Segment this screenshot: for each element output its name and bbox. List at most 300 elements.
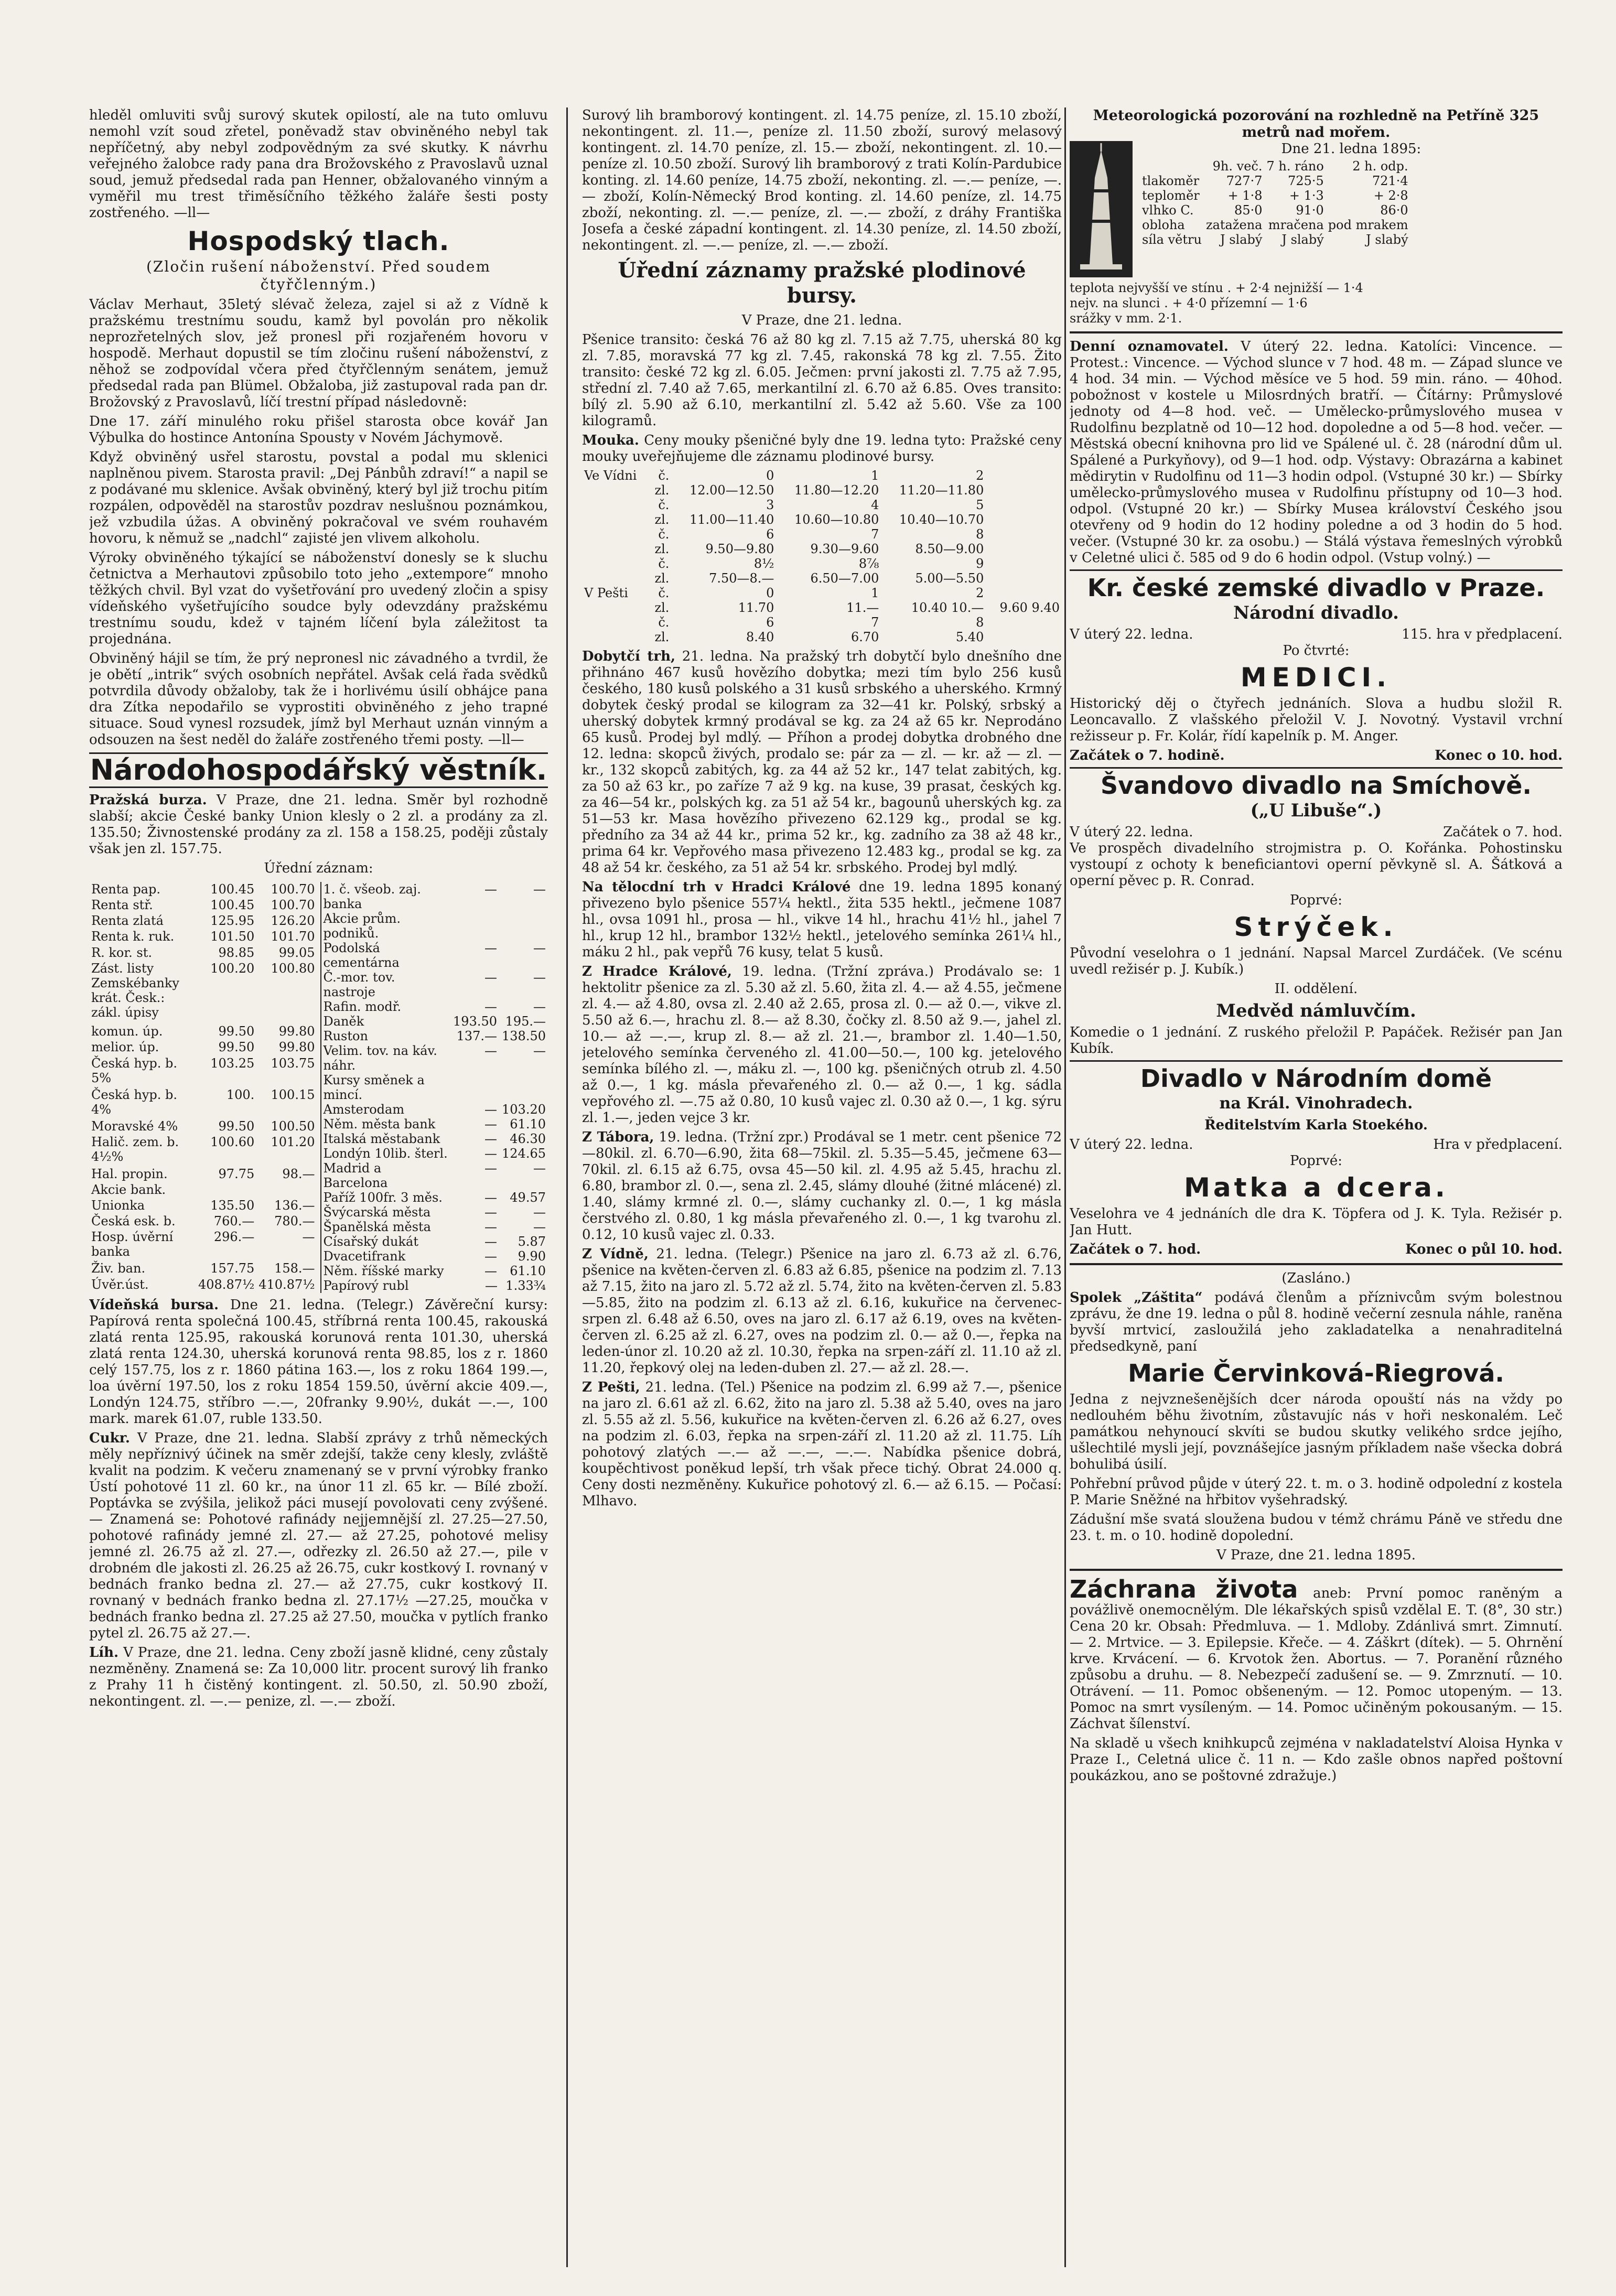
zachrana-title: Záchrana života (1070, 1575, 1298, 1603)
mouka-row-cell: č. (658, 615, 670, 630)
mouka-row-cell (582, 615, 649, 630)
meteo-row-cell: J slabý (1366, 232, 1408, 247)
exchange-row-cell: Španělská města (323, 1220, 431, 1234)
viden-paragraph (582, 1246, 1062, 1376)
meteo-row (1140, 218, 1410, 232)
exchange-row-cell: — (484, 1205, 498, 1220)
exchange-row (89, 1230, 317, 1261)
cukr-lead: Cukr. (89, 1430, 130, 1446)
vin-date: V úterý 22. ledna. (1070, 1137, 1193, 1152)
mouka-row-cell: 9.30—9.60 (810, 542, 879, 556)
mouka-row-cell: 2 (976, 586, 984, 600)
videnska-paragraph (89, 1297, 548, 1427)
mouka-row-cell: 10.40—10.70 (899, 512, 984, 527)
exchange-row-cell: 99.50 (218, 1119, 255, 1134)
exchange-row (89, 1182, 317, 1198)
meteo-row-cell: síla větru (1142, 232, 1202, 247)
petrin-tower-icon (1070, 141, 1133, 277)
exchange-row-cell: Česká esk. b. (91, 1214, 176, 1229)
meteo-row-cell: 725·5 (1288, 174, 1324, 188)
exchange-tables (89, 880, 548, 1297)
spolek-text: podává členům a příznivcům svým bolestnou zprávu, že dne 19. ledna o půl 8. hodině večerní zesnula náhle, raněna byvší mrtvicí, zasloužilá jeho zakladatelka a nenahraditelná předsedkyně, paní (1070, 1290, 1563, 1354)
mouka-row-cell: 7 (871, 527, 879, 542)
sv-date-row (1070, 824, 1563, 840)
column-left (89, 107, 548, 2267)
pest-lead: Z Pešti, (582, 1379, 640, 1395)
vin-title: Divadlo v Národním domě (1070, 1060, 1563, 1092)
exchange-row-cell (451, 1073, 500, 1102)
exchange-row-cell: Švýcarská města (323, 1205, 431, 1220)
exchange-row-cell: 100.50 (271, 1119, 315, 1134)
nd-time: Začátek o 7. hodině. (1070, 748, 1225, 763)
exchange-row-cell: 126.20 (271, 913, 315, 929)
meteo-table (1140, 159, 1410, 247)
spolek-text4: Zádušní mše svatá sloužena budou v témž chrámu Páně ve středu dne 23. t. m. o 10. hodině dopolední. (1070, 1512, 1563, 1544)
mouka-row-cell: 8.50—9.00 (915, 542, 984, 556)
exchange-row-cell: 410.87½ (258, 1277, 315, 1292)
column-rule (566, 107, 568, 2267)
exchange-row-cell (196, 1182, 256, 1198)
vin-start: Poprvé: (1289, 1153, 1342, 1169)
exchange-row (321, 1014, 548, 1029)
exchange-row-cell: 296.— (213, 1230, 255, 1245)
column-middle (582, 107, 1062, 2267)
mouka-row-cell (582, 483, 649, 498)
exchange-row-cell: Papírový rubl (323, 1278, 409, 1293)
exchange-row-cell: Něm. města bank (323, 1117, 436, 1131)
exchange-row-cell: 98.— (282, 1166, 315, 1181)
mouka-row (582, 527, 1062, 542)
article-intro: hleděl omluviti svůj surový skutek opilostí, ale na tuto omluvu nemohl vzít soud zřetel, poněvadž stav obviněného nebyl tak nepříčetný, aby nebyl zodpovědným za své skutky. K návrhu veřejného žalobce rady pana dra Brožovského z Pravoslavů uznal soud, jemuž předsedal rada pan Henner, obžalovaného vinným a vyměřil mu trest třiměsíčního těžkého žaláře šesti posty zostřeného. —ll— (89, 107, 548, 221)
exchange-row-cell: — (484, 1220, 498, 1234)
mouka-paragraph (582, 433, 1062, 465)
exchange-row-cell: — (533, 1043, 546, 1058)
mouka-row (582, 571, 1062, 586)
exchange-row-cell: 135.50 (210, 1198, 255, 1213)
exchange-row-cell: Hal. propin. (91, 1166, 168, 1181)
mouka-row-cell (582, 630, 649, 644)
exchange-row-cell: — (484, 1117, 498, 1131)
mouka-row-cell: 6 (766, 527, 774, 542)
exchange-row-cell: — (484, 1102, 498, 1117)
exchange-row-cell: 760.— (213, 1214, 255, 1229)
meteo-cell: 2 h. odp. (1352, 159, 1408, 174)
exchange-row (89, 1277, 317, 1293)
meteo-extra-line: srážky v mm. 2·1. (1070, 311, 1182, 326)
exchange-row (89, 1135, 317, 1166)
mouka-row-cell: 10.60—10.80 (794, 512, 879, 527)
exchange-row (89, 913, 317, 929)
exchange-row-cell: Česká hyp. b. 4% (91, 1087, 177, 1117)
sv-play: Strýček. (1234, 912, 1398, 942)
nd-start: Po čtvrté: (1283, 643, 1350, 659)
divider (1070, 1569, 1563, 1571)
meteo-row-cell: + 1·8 (1227, 188, 1263, 203)
exchange-row (89, 882, 317, 898)
exchange-row-cell: 101.70 (271, 929, 315, 944)
exchange-row-cell: 124.65 (502, 1146, 546, 1161)
exchange-row-cell: 103.75 (271, 1055, 315, 1071)
exchange-row-cell: — (484, 882, 498, 897)
exchange-row-cell: Moravské 4% (91, 1119, 178, 1134)
meteo-header (1140, 159, 1410, 174)
column-right (1070, 107, 1563, 2267)
lih-lead: Líh. (89, 1645, 119, 1661)
pest-paragraph (582, 1379, 1062, 1510)
viden-text: 21. ledna. (Telegr.) Pšenice na jaro zl. 6.73 až zl. 6.76, pšenice na květen-červen zl. 6.83 až 6.85, pšenice na podzim zl. 7.13 až 7.15, žito na jaro zl. 5.72 až zl. 5.74, žito na květen-červen zl. 5.83—5.85, žito na podzim zl. 6.13 až zl. 6.16, kukuřice na červenec-srpen zl. 6.48 až 6.50, oves na jaro zl. 6.17 až 6.19, oves na květen-červen zl. 6.25 až zl. 6.27, oves na podzim zl. 0.— až 0.—, řepka na leden-únor zl. 10.20 až zl. 10.30, řepka na srpen-září zl. 11.10 až zl. 11.20, řepkový olej na leden-duben zl. 27.— až zl. 28.—. (582, 1246, 1062, 1376)
exchange-row-cell: Hosp. úvěrní banka (91, 1230, 174, 1259)
exchange-row-cell: melior. úp. (91, 1040, 159, 1055)
exchange-row-cell: 195.— (505, 1014, 546, 1029)
mouka-row-cell: 8 (976, 527, 984, 542)
exchange-row-cell: Akcie bank. (91, 1182, 166, 1197)
lih-paragraph (89, 1645, 548, 1710)
plodinova-title: Úřední záznamy pražské plodinové bursy. (618, 258, 1026, 308)
mouka-row-cell: 10.40 10.— (911, 600, 984, 615)
exchange-row (321, 1234, 548, 1249)
mouka-row-cell: zl. (654, 571, 670, 586)
mouka-row-cell (582, 556, 649, 571)
exchange-row (321, 882, 548, 911)
exchange-row-cell: 1. č. všeob. zaj. banka (323, 882, 421, 911)
meteo-row-cell: tlakoměr (1142, 174, 1200, 188)
exchange-row (321, 1220, 548, 1234)
dobytci-text: 21. ledna. Na pražský trh dobytčí bylo dnešního dne přihnáno 467 kusů hovězího dobytka; mezi tím bylo 256 kusů českého, 180 kusů polského a 31 kusů srbského a uherského. Krmný dobytek český prodal se kilogram za 32—41 kr. Polský, srbský a uherský dobytek krmný prodával se kg. za 24 až 65 kr. Neprodáno 65 kusů. Prodej byl mdlý. — Příhon a prodej dobytka drobného dne 12. ledna: skopců živých, prodalo se: pár za — zl. — kr. až — zl. — kr., 132 skopců zabitých, kg. za 44 až 52 kr., 147 telat zabitých, kg. za 50 až 63 kr., po zaříze 7 až 9 kg. na kuse, 39 prasat, českých kg. za 46—54 kr., polských kg. za 51 až 54 kr., bagounů uherských kg. za 51—53 kr. Masa hovězího přivezeno 62.129 kg., prodal se kg. předního za 34 až 44 kr., prima 52 kr., kg. zadního za 38 až 48 kr., prima 64 kr. Vepřového masa přivezeno 12.483 kg., prodal se kg. za 48 až 54 kr. českého, za 51 až 54 kr. srbského. Prodej byl mdlý. (582, 649, 1062, 876)
sv-time: Začátek o 7. hod. (1443, 824, 1563, 840)
hradec2-paragraph (582, 964, 1062, 1126)
article-paragraph: Václav Merhaut, 35letý slévač železa, zajel si až z Vídně k pražskému trestnímu soudu, kamž byl povolán pro několik neprozřetelných slov, jež pronesl při rozjařeném hovoru v hospodě. Merhaut dopustil se tím zločinu rušení náboženství, z něhož se zodpovídal včera před čtyřčlenným senátem, jemuž předsedal rada pan Blümel. Obžaloba, již zastupoval rada pan dr. Brožovský z Pravoslavů, líčí trestní případ následovně: (89, 297, 548, 410)
mouka-row-cell: 5 (976, 498, 984, 512)
exchange-row-cell: — (533, 882, 546, 897)
mouka-row-cell: 8½ (753, 556, 774, 571)
exchange-row-cell: Něm. říšské marky (323, 1264, 444, 1278)
mouka-row-cell: 9.50—9.80 (705, 542, 774, 556)
exchange-row (321, 1102, 548, 1117)
sv-text: Ve prospěch divadelního strojmistra p. O. Kořánka. Pohostinsku vystoupí z ochoty k beneficiantovi operní pěvkyně sl. A. Šátková a operní pěvec p. R. Conrad. (1070, 840, 1563, 889)
exchange-row-cell: — (533, 1220, 546, 1234)
mouka-row-cell: zl. (654, 512, 670, 527)
exchange-row-cell: Ruston (323, 1029, 368, 1043)
mouka-row-cell (582, 512, 649, 527)
article-paragraph: Obviněný hájil se tím, že prý nepronesl nic závadného a tvrdil, že je obětí „intrik“ svých osobních nepřátel. Avšak celá řada svědků potvrdila důvody obžaloby, tak že i horlivému úsilí obhájce pana dra Zítka nepodařilo se vyprostiti obviněného z jeho trapné situace. Soud vynesl rozsudek, jímž byl Merhaut uznán vinným a odsouzen na šest neděl do žaláře zostřeného třemi posty. —ll— (89, 651, 548, 748)
exchange-row-cell: Renta stř. (91, 898, 153, 913)
mouka-row (582, 498, 1062, 512)
exchange-row-cell: Akcie prům. podniků. (323, 911, 401, 941)
exchange-row (321, 1131, 548, 1146)
exchange-row-cell: 100.45 (210, 882, 255, 897)
article-title: Hospodský tlach. (187, 226, 450, 256)
meteo-row-cell: 86·0 (1380, 203, 1408, 218)
exchange-row-cell: — (533, 941, 546, 955)
exchange-row (321, 911, 548, 941)
denni-lead: Denní oznamovatel. (1070, 339, 1229, 354)
zachrana-paragraph (1070, 1576, 1563, 1732)
lih-continued: Surový lih bramborový kontingent. zl. 14.75 peníze, zl. 15.10 zboží, nekontingent. zl. 11.—, peníze zl. 11.50 zboží, surový melasový kontingent. zl. 14.70 peníze, zl. 15.— zboží, nekontingent. zl. 10.— peníze zl. 10.50 zboží. Surový lih bramborový z trati Kolín-Pardubice konting. zl. 14.60 peníze, 14.75 zboží, nekonting. zl. —.— peníze, —.— zboží, Kolín-Německý Brod konting. zl. 14.60 peníze, zl. 14.75 zboží, nekonting. zl. —.— peníze, zl. —.— zboží, z dráhy Františka Josefa a české západní kontingent. zl. 14.30 peníze, zl. 14.50 zboží, nekontingent. zl. —.— peníze, zl. —.— zboží. (582, 107, 1062, 253)
meteo-row (1140, 188, 1410, 203)
mouka-row-cell: 8 (976, 615, 984, 630)
mouka-row-cell (582, 527, 649, 542)
meteo-extra (1070, 281, 1563, 326)
petrin-tower-icon (1070, 141, 1133, 277)
pest-text: 21. ledna. (Tel.) Pšenice na podzim zl. 6.99 až 7.—, pšenice na jaro zl. 6.61 až zl. 6.62, žito na jaro zl. 5.38 až 5.40, oves na jaro zl. 5.55 až zl. 5.56, kukuřice na květen-červen zl. 6.26 až 6.27, oves na podzim zl. 6.03, řepka na srpen-září zl. 11.20 až zl. 11.75. Líh pohotový zlatých —.— až —.—, —.—. Nabídka pšenice dobrá, koupěchtivost poněkud lepší, trh však přece tichý. Obrat 24.000 q. Ceny dosti nezměněny. Kukuřice pohotový zl. 6.— až 6.15. — Počasí: Mlhavo. (582, 1379, 1062, 1509)
exchange-row (321, 1249, 548, 1264)
exchange-table-left (89, 882, 317, 1293)
exchange-row (89, 898, 317, 913)
meteo-extra-line: nejv. na slunci . + 4·0 přízemní — 1·6 (1070, 296, 1308, 310)
exchange-row-cell: — (533, 970, 546, 985)
meteo-row-cell: + 1·3 (1289, 188, 1324, 203)
meteo-row-cell: obloha (1142, 218, 1185, 232)
exchange-row (89, 1198, 317, 1214)
exchange-row-cell: Živ. ban. (91, 1261, 146, 1276)
exchange-row-cell (500, 1073, 548, 1102)
exchange-row-cell: — (533, 1161, 546, 1176)
zaznam-title: Úřední záznam: (264, 860, 373, 876)
hradec-paragraph (582, 879, 1062, 961)
exchange-row-cell: — (484, 1234, 498, 1249)
mouka-row-cell: č. (658, 498, 670, 512)
exchange-row-cell (256, 1182, 317, 1198)
denni-paragraph (1070, 339, 1563, 566)
exchange-row-cell: Č.-mor. tov. nastroje (323, 970, 395, 999)
mouka-row-cell: zl. (654, 600, 670, 615)
exchange-row-cell: 158.— (274, 1261, 315, 1276)
column-rule (1064, 107, 1066, 2267)
exchange-row-cell: Císařský dukát (323, 1234, 418, 1249)
exchange-row-cell: 99.80 (278, 1024, 315, 1039)
sv-desc: Původní veselohra o 1 jednání. Napsal Marcel Zurdáček. (Ve scénu uvedl režisér p. J. Kubík.) (1070, 945, 1563, 977)
deceased-name: Marie Červinková-Riegrová. (1128, 1359, 1504, 1387)
exchange-row-cell: 100.70 (271, 898, 315, 913)
meteo-row (1140, 203, 1410, 218)
burza-paragraph (89, 792, 548, 857)
sv-title: Švandovo divadlo na Smíchově. (1070, 767, 1563, 799)
exchange-row-cell: — (484, 1190, 498, 1205)
zaslano: (Zasláno.) (1281, 1270, 1351, 1286)
exchange-row-cell: 5.87 (518, 1234, 546, 1249)
meteo-row-cell: mračena (1268, 218, 1324, 232)
mouka-row-cell: 6.50—7.00 (810, 571, 879, 586)
exchange-row-cell: Velim. tov. na káv. náhr. (323, 1043, 437, 1073)
meteo-row-cell: J slabý (1220, 232, 1263, 247)
exchange-row (321, 1190, 548, 1205)
nd-title: Kr. české zemské divadlo v Praze. (1070, 569, 1563, 601)
exchange-row-cell: 100.20 (210, 961, 255, 976)
divider (1070, 1263, 1563, 1265)
mouka-row-cell: zl. (654, 483, 670, 498)
spolek-date: V Praze, dne 21. ledna 1895. (1216, 1547, 1416, 1563)
vin-desc: Veselohra ve 4 jednáních dle dra K. Töpfera od J. K. Tyla. Režisér p. Jan Hutt. (1070, 1206, 1563, 1238)
mouka-row-cell: 4 (871, 498, 879, 512)
tabor-paragraph (582, 1129, 1062, 1243)
meteo-row (1140, 174, 1410, 188)
exchange-row (321, 1205, 548, 1220)
exchange-row-cell (451, 911, 500, 941)
mouka-row (582, 630, 1062, 644)
nd-desc: Historický děj o čtyřech jednáních. Slova a hudbu složil R. Leoncavallo. Z vlašského přeložil V. J. Novotný. Vystavil vrchní režisseur p. Fr. Kolár, řídí kapelník p. M. Anger. (1070, 696, 1563, 744)
mouka-row-cell: 1 (871, 468, 879, 483)
mouka-row-cell: 11.20—11.80 (899, 483, 984, 498)
mouka-row-cell: č. (658, 527, 670, 542)
exchange-row (89, 1087, 317, 1119)
meteo-extra-line: teplota nejvyšší ve stínu . + 2·4 nejnižší — 1·4 (1070, 281, 1363, 295)
spolek-text2: Jedna z nejvznešenějších dcer národa opouští nás na vždy po nedlouhém běhu životním, zůstavujíc nás v hoři neskonalém. Leč památkou nehynoucí skvíti se budou skutky velikého srdce jejího, ušlechtilé mysli její, povznášejíce jasným příkladem naše všecka dobrá bohulibá úsilí. (1070, 1392, 1563, 1472)
exchange-row-cell: — (484, 970, 498, 985)
exchange-row (321, 1161, 548, 1190)
mouka-row-cell: 5.00—5.50 (915, 571, 984, 586)
exchange-row (89, 1261, 317, 1277)
exchange-row-cell: — (484, 1264, 498, 1278)
exchange-row-cell: 103.25 (210, 1055, 255, 1071)
mouka-row-cell: č. (658, 556, 670, 571)
mouka-row-cell: 7.50—8.— (709, 571, 774, 586)
nd-date: V úterý 22. ledna. (1070, 627, 1193, 642)
meteo-row-cell: 721·4 (1372, 174, 1408, 188)
meteo-row-cell: + 2·8 (1373, 188, 1408, 203)
exchange-row-cell: 1.33¾ (505, 1278, 546, 1293)
exchange-row-cell: 136.— (274, 1198, 315, 1213)
exchange-row-cell: Londýn 10lib. šterl. (323, 1146, 448, 1161)
exchange-row (89, 1167, 317, 1182)
mouka-row-cell: 11.— (846, 600, 879, 615)
mouka-row-cell: 11.80—12.20 (794, 483, 879, 498)
meteo-row-cell: 85·0 (1234, 203, 1263, 218)
article-subtitle: (Zločin rušení náboženství. Před soudem čtyřčlenným.) (146, 258, 491, 293)
exchange-row (89, 1056, 317, 1087)
burza-lead: Pražská burza. (89, 792, 207, 808)
exchange-row (89, 929, 317, 945)
plodinova-date: V Praze, dne 21. ledna. (741, 312, 902, 328)
exchange-row-cell: Česká hyp. b. 5% (91, 1055, 177, 1085)
mouka-row-cell: 3 (766, 498, 774, 512)
hradec-text: dne 19. ledna 1895 konaný přivezeno bylo pšenice 557¼ hektl., žita 535 hektl., ječmene 1087 hl., ovsa 1091 hl., prosa — hl., vikve 14 hl., hrachu 41½ hl., jahel 7 hl., krup 12 hl., brambor 132½ hektl., jetelového semínka 261¼ hl., máku 2 hl., pak vepřů 76 kusy, telat 5 kusů. (582, 879, 1062, 960)
exchange-row-cell: 137.— (456, 1029, 498, 1043)
mouka-row (582, 600, 1062, 615)
exchange-row-cell: 100.60 (210, 1135, 255, 1150)
exchange-row-cell: 61.10 (510, 1264, 546, 1278)
meteo-cell (1140, 159, 1204, 174)
exchange-row-cell (500, 911, 548, 941)
exchange-row-cell: Podolská cementárna (323, 941, 400, 970)
mouka-row-cell: 6 (766, 615, 774, 630)
meteo-date: Dne 21. ledna 1895: (1281, 141, 1421, 157)
mouka-table (582, 468, 1062, 644)
vin-date-row (1070, 1137, 1563, 1153)
meteo-row-cell: vlhko C. (1142, 203, 1194, 218)
exchange-row-cell: 125.95 (210, 913, 255, 929)
mouka-row (582, 512, 1062, 527)
sv-subtitle: („U Libuše“.) (1250, 800, 1382, 821)
meteo-cell: 7 h. ráno (1266, 159, 1324, 174)
exchange-row-cell: Halič. zem. b. 4½% (91, 1135, 179, 1165)
videnska-text: Dne 21. ledna. (Telegr.) Závěreční kursy: Papírová renta společná 100.45, stříbrná renta 100.45, rakouská zlatá renta 125.95, rakouská korunová renta 101.30, uherská zlatá renta 124.30, uherská korunová renta 98.85, los z r. 1860 celý 157.75, los z r. 1860 pátina 163.—, los z roku 1864 199.—, loa úvěrní 197.50, los z roku 1854 159.50, úvěrní akcie 409.—, Londýn 124.75, stříbro —.—, 20franky 9.90½, dukát —.—, 100 mark. marek 61.07, ruble 133.50. (89, 1297, 548, 1427)
article-paragraph: Dne 17. září minulého roku přišel starosta obce kovář Jan Výbulka do hostince Antonína Spousty v Novém Jáchymově. (89, 414, 548, 446)
exchange-row-cell: 780.— (274, 1214, 315, 1229)
sv-section: II. oddělení. (1274, 981, 1358, 997)
exchange-row-cell: — (485, 1278, 498, 1293)
dobytci-lead: Dobytčí trh, (582, 649, 676, 664)
exchange-row-cell: — (533, 1205, 546, 1220)
mouka-row-cell: Ve Vídni (584, 468, 637, 483)
exchange-row (321, 941, 548, 970)
exchange-row-cell: Úvěr.úst. (91, 1277, 149, 1292)
exchange-row-cell: Unionka (91, 1198, 145, 1213)
spolek-text3: Pohřební průvod půjde v úterý 22. t. m. o 3. hodině odpolední z kostela P. Marie Sněžné na hřbitov vyšehradský. (1070, 1476, 1563, 1508)
mouka-row-cell (582, 542, 649, 556)
exchange-row-cell: 100.45 (210, 898, 255, 913)
mouka-row-cell: 6.70 (850, 630, 879, 644)
exchange-row (89, 961, 317, 1025)
exchange-row-cell: 101.50 (210, 929, 255, 944)
exchange-row (321, 1073, 548, 1102)
mouka-row-cell: 0 (766, 468, 774, 483)
mouka-row-cell: 1 (871, 586, 879, 600)
exchange-row-cell: — (484, 1131, 498, 1146)
exchange-row-cell: 99.50 (218, 1040, 255, 1055)
nd-end: Konec o 10. hod. (1435, 748, 1563, 763)
exchange-row-cell: 97.75 (218, 1166, 255, 1181)
article-paragraph: Když obviněný usřel starostu, povstal a podal mu sklenici naplněnou pivem. Starosta pravil: „Dej Pánbůh zdraví!“ a napil se z podávané mu sklenice. Avšak obviněný, který byl již trochu pitím rozpálen, odpověděl na starostův pozdrav neslušnou poznámkou, jež vzbudila úžas. A obviněný pokračoval ve svém rouhavém hovoru, k němuž se „nadchl“ zajisté jen vlivem alkoholu. (89, 449, 548, 546)
mouka-row-cell: 0 (766, 586, 774, 600)
nd-subscription: 115. hra v předplacení. (1402, 627, 1563, 642)
exchange-row-cell: — (484, 1161, 498, 1176)
vin-time-row (1070, 1242, 1563, 1258)
spolek-lead: Spolek „Záštita“ (1070, 1290, 1203, 1306)
hradec2-text: 19. ledna. (Tržní zpráva.) Prodávalo se: 1 hektolitr pšenice za zl. 5.30 až zl. 5.60, žita zl. 4.— až 4.55, ječmene zl. 4.— až 4.80, ovsa zl. 2.40 až 2.65, prosa zl. 0.— až 0.—, vikve zl. 5.50 až 6.—, hrachu zl. 8.— až 8.30, čočky zl. 8.50 až 9.—, jahel zl. 10.— až —.—, krup zl. 8.— až zl. 21.—, brambor zl. 1.40—1.50, jetelového semínka červeného zl. 41.00—50.—, 100 kg. jetelového semínka bílého zl. —, máku zl. —, 100 kg. pšeničných otrub zl. 4.50 až 0.—, 1 kg. másla převařeného zl. 0.— až 0.—, 1 kg. sádla vepřového zl. —.75 až 0.80, 10 kusů vajec zl. 0.30 až 0.—, 1 kg. sýru zl. 1.—, jeden vejce 3 kr. (582, 964, 1062, 1126)
section-title: Národohospodářský věstník. (89, 752, 548, 788)
mouka-row-cell (582, 600, 649, 615)
exchange-row-cell: Dvacetifrank (323, 1249, 406, 1264)
mouka-row (582, 483, 1062, 498)
exchange-row (321, 1264, 548, 1278)
exchange-row-cell: Madrid a Barcelona (323, 1161, 388, 1190)
mouka-row (582, 586, 1062, 600)
plodinova-text: Pšenice transito: česká 76 až 80 kg zl. 7.15 až 7.75, uherská 80 kg zl. 7.85, moravská 77 kg zl. 7.45, rakonská 78 kg zl. 7.55. Žito transito: české 72 kg zl. 6.05. Ječmen: první jakosti zl. 7.75 až 7.95, střední zl. 7.40 až 7.65, merkantilní zl. 6.70 až 6.85. Oves transito: bílý zl. 5.90 až 6.10, merkantilní zl. 5.42 až 5.60. Vše za 100 kilogramů. (582, 332, 1062, 429)
nd-time-row (1070, 748, 1563, 764)
meteo-row-cell: pod mrakem (1328, 218, 1408, 232)
meteo-row (1140, 232, 1410, 247)
exchange-row-cell: 98.85 (218, 945, 255, 960)
mouka-row (582, 468, 1062, 483)
exchange-row-cell: 408.87½ (198, 1277, 255, 1292)
exchange-row-cell: komun. úp. (91, 1024, 163, 1039)
exchange-row-cell: 46.30 (510, 1131, 546, 1146)
exchange-row-cell: 100.80 (271, 961, 315, 976)
cukr-paragraph (89, 1430, 548, 1642)
exchange-row-cell: — (484, 1249, 498, 1264)
exchange-row (89, 945, 317, 961)
vin-end: Konec o půl 10. hod. (1405, 1242, 1563, 1257)
nd-date-row (1070, 627, 1563, 643)
exchange-table-right (320, 882, 548, 1293)
mouka-lead: Mouka. (582, 433, 639, 448)
exchange-row-cell: Renta pap. (91, 882, 160, 897)
article-paragraph: Výroky obviněného týkající se náboženství donesly se k sluchu četnictva a Merhautovi způsobilo toto jeho „extempore“ mnoho těžkých chvil. Byl vzat do vyšetřování pro uvedený zločin a spisy vídeňského vyšetřujícího soudce byly odevzdány pražskému trestnímu soudu, kdež v tajném líčení byla záležitost ta projednána. (89, 550, 548, 647)
videnska-lead: Vídeňská bursa. (89, 1297, 219, 1313)
exchange-row-cell: 100.70 (271, 882, 315, 897)
viden-lead: Z Vídně, (582, 1246, 649, 1262)
exchange-row (321, 1146, 548, 1161)
divider (1070, 331, 1563, 333)
exchange-row (321, 1278, 548, 1293)
hradec2-lead: Z Hradce Králové, (582, 964, 732, 979)
exchange-row (321, 1029, 548, 1043)
exchange-row-cell: 61.10 (510, 1117, 546, 1131)
mouka-row-cell: zl. (654, 630, 670, 644)
mouka-row-cell: č. (658, 468, 670, 483)
cukr-text: V Praze, dne 21. ledna. Slabší zprávy z trhů německých měly nepříznivý účinek na směr zdejší, takže ceny klesly, zvláště kvalit na podzim. K večeru znamenaný se v první výrobky franko Ústí pohotové 11 zl. 60 kr., na únor 11 zl. 65 kr. — Bílé zboží. Poptávka se zvýšila, jelikož páci musejí povolovati ceny zvýšené. — Znamená se: Pohotové rafinády nejjemnější zl. 27.25—27.50, pohotové rafinády jemné zl. 27.— až 27.25, pohotové melisy jemné zl. 26.75 až zl. 27.—, odřezky zl. 26.50 až 27.—, pile v drobném dle jakosti zl. 26.25 až 26.75, cukr kostkový I. rovnaný v bednách franko bedna zl. 27.— až 27.75, cukr kostkový II. rovnaný v bednách franko bedna zl. 27.17½ —27.25, moučka v bednách franko bedna zl. 27.25 až 27.50, moučka v pytlích franko pytel zl. 26.75 až 27.—. (89, 1430, 548, 1641)
exchange-row (321, 1117, 548, 1131)
